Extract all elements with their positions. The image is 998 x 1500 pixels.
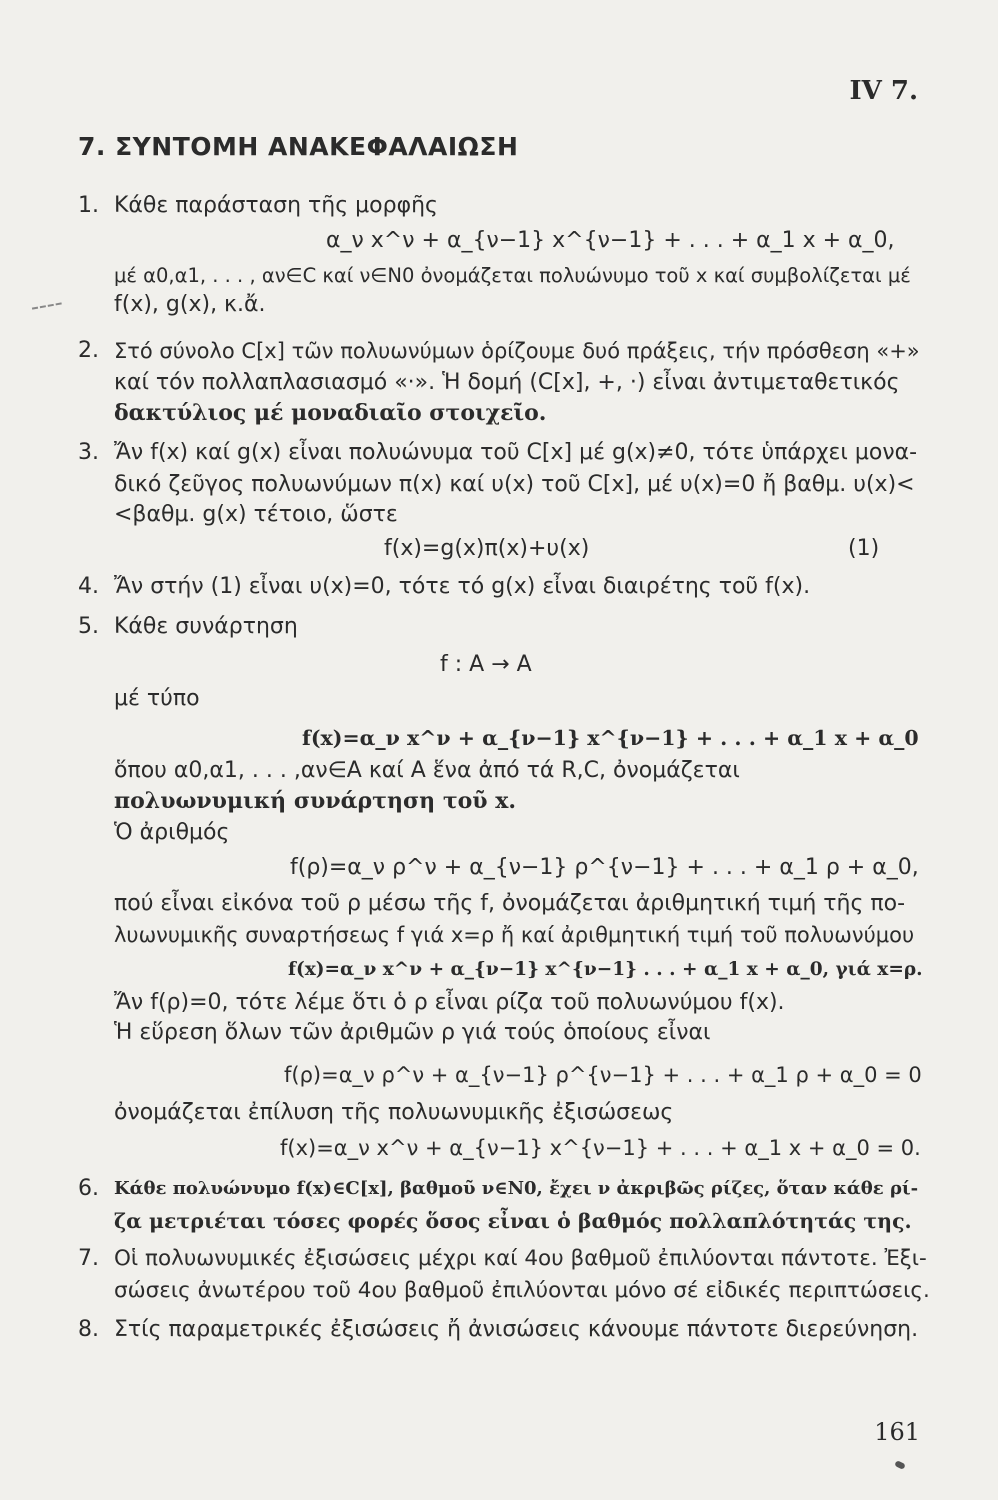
item-5-line-8: Ἄν f(ρ)=0, τότε λέμε ὅτι ὁ ρ εἶναι ρίζα τοῦ πολυωνύμου f(x). (114, 990, 785, 1015)
item-6-line-1: Κάθε πολυώνυμο f(x)∈C[x], βαθμοῦ ν∈N0, ἔχει ν ἀκριβῶς ρίζες, ὅταν κάθε ρί- (114, 1178, 919, 1199)
item-5-line-7: λυωνυμικῆς συναρτήσεως f γιά x=ρ ἤ καί ἀριθμητική τιμή τοῦ πολυωνύμου (114, 923, 915, 947)
item-5-line-6: πού εἶναι εἰκόνα τοῦ ρ μέσω τῆς f, ὀνομάζεται ἀριθμητική τιμή τῆς πο- (114, 891, 906, 916)
item-5-line-2: μέ τύπο (114, 686, 200, 711)
item-number-8: 8. (78, 1317, 99, 1342)
item-number-4: 4. (78, 574, 99, 599)
item-5-line-10: ὀνομάζεται ἐπίλυση τῆς πολυωνυμικῆς ἐξισώσεως (114, 1100, 674, 1125)
item-5-formula-4: f(x)=α_ν x^ν + α_{ν−1} x^{ν−1} . . . + α_1 x + α_0, γιά x=ρ. (288, 959, 923, 980)
item-2-line-2: καί τόν πολλαπλασιασμό «·». Ἡ δομή (C[x], +, ·) εἶναι ἀντιμεταθετικός (114, 370, 900, 395)
item-5-formula-6: f(x)=α_ν x^ν + α_{ν−1} x^{ν−1} + . . . + α_1 x + α_0 = 0. (280, 1136, 921, 1160)
item-5-formula-2: f(x)=α_ν x^ν + α_{ν−1} x^{ν−1} + . . . + α_1 x + α_0 (302, 726, 919, 750)
item-1-formula: α_ν x^ν + α_{ν−1} x^{ν−1} + . . . + α_1 x + α_0, (326, 228, 895, 253)
item-7-line-2: σώσεις ἀνωτέρου τοῦ 4ου βαθμοῦ ἐπιλύονται μόνο σέ εἰδικές περιπτώσεις. (114, 1278, 930, 1303)
item-number-3: 3. (78, 440, 99, 465)
item-6-line-2: ζα μετριέται τόσες φορές ὅσος εἶναι ὁ βαθμός πολλαπλότητάς της. (114, 1209, 912, 1233)
item-4-line-1: Ἄν στήν (1) εἶναι υ(x)=0, τότε τό g(x) εἶναι διαιρέτης τοῦ f(x). (114, 574, 811, 599)
item-5-line-5: Ὁ ἀριθμός (114, 820, 230, 845)
item-5-formula-1: f : A → A (440, 652, 532, 677)
item-number-2: 2. (78, 338, 99, 363)
section-header: IV 7. (849, 76, 918, 106)
ink-smudge (894, 1460, 906, 1470)
item-5-line-3: ὅπου α0,α1, . . . ,αν∈A καί A ἕνα ἀπό τά R,C, ὀνομάζεται (114, 758, 740, 783)
page-number: 161 (874, 1418, 920, 1446)
item-8-line-1: Στίς παραμετρικές ἐξισώσεις ἤ ἀνισώσεις κάνουμε πάντοτε διερεύνηση. (114, 1317, 919, 1342)
item-3-line-1: Ἄν f(x) καί g(x) εἶναι πολυώνυμα τοῦ C[x] μέ g(x)≠0, τότε ὑπάρχει μονα- (114, 440, 918, 465)
item-1-line-3: f(x), g(x), κ.ἄ. (114, 292, 266, 317)
item-2-line-1: Στό σύνολο C[x] τῶν πολυωνύμων ὁρίζουμε δυό πράξεις, τήν πρόσθεση «+» (114, 339, 920, 363)
equation-tag: (1) (848, 536, 880, 561)
item-number-6: 6. (78, 1176, 99, 1201)
item-5-line-1: Κάθε συνάρτηση (114, 614, 298, 639)
item-number-1: 1. (78, 193, 99, 218)
item-5-line-9: Ἡ εὕρεση ὅλων τῶν ἀριθμῶν ρ γιά τούς ὁποίους εἶναι (114, 1020, 711, 1045)
margin-mark (32, 302, 62, 311)
item-2-line-3: δακτύλιος μέ μοναδιαῖο στοιχεῖο. (114, 400, 547, 426)
item-1-line-2: μέ α0,α1, . . . , αν∈C καί ν∈N0 ὀνομάζεται πολυώνυμο τοῦ x καί συμβολίζεται μέ (114, 264, 911, 287)
item-number-5: 5. (78, 614, 99, 639)
item-5-formula-5: f(ρ)=α_ν ρ^ν + α_{ν−1} ρ^{ν−1} + . . . + α_1 ρ + α_0 = 0 (284, 1063, 922, 1087)
item-3-formula: f(x)=g(x)π(x)+υ(x) (384, 536, 590, 561)
item-3-line-2: δικό ζεῦγος πολυωνύμων π(x) καί υ(x) τοῦ C[x], μέ υ(x)=0 ἤ βαθμ. υ(x)< (114, 472, 915, 497)
item-1-line-1: Κάθε παράσταση τῆς μορφῆς (114, 193, 438, 218)
item-3-line-3: <βαθμ. g(x) τέτοιο, ὥστε (114, 502, 398, 527)
page-title: 7. ΣΥΝΤΟΜΗ ΑΝΑΚΕΦΑΛΑΙΩΣΗ (78, 132, 519, 161)
item-5-line-4: πολυωνυμική συνάρτηση τοῦ x. (114, 788, 516, 814)
item-5-formula-3: f(ρ)=α_ν ρ^ν + α_{ν−1} ρ^{ν−1} + . . . + α_1 ρ + α_0, (290, 855, 919, 880)
item-number-7: 7. (78, 1246, 99, 1271)
item-7-line-1: Οἱ πολυωνυμικές ἐξισώσεις μέχρι καί 4ου βαθμοῦ ἐπιλύονται πάντοτε. Ἐξι- (114, 1246, 927, 1271)
